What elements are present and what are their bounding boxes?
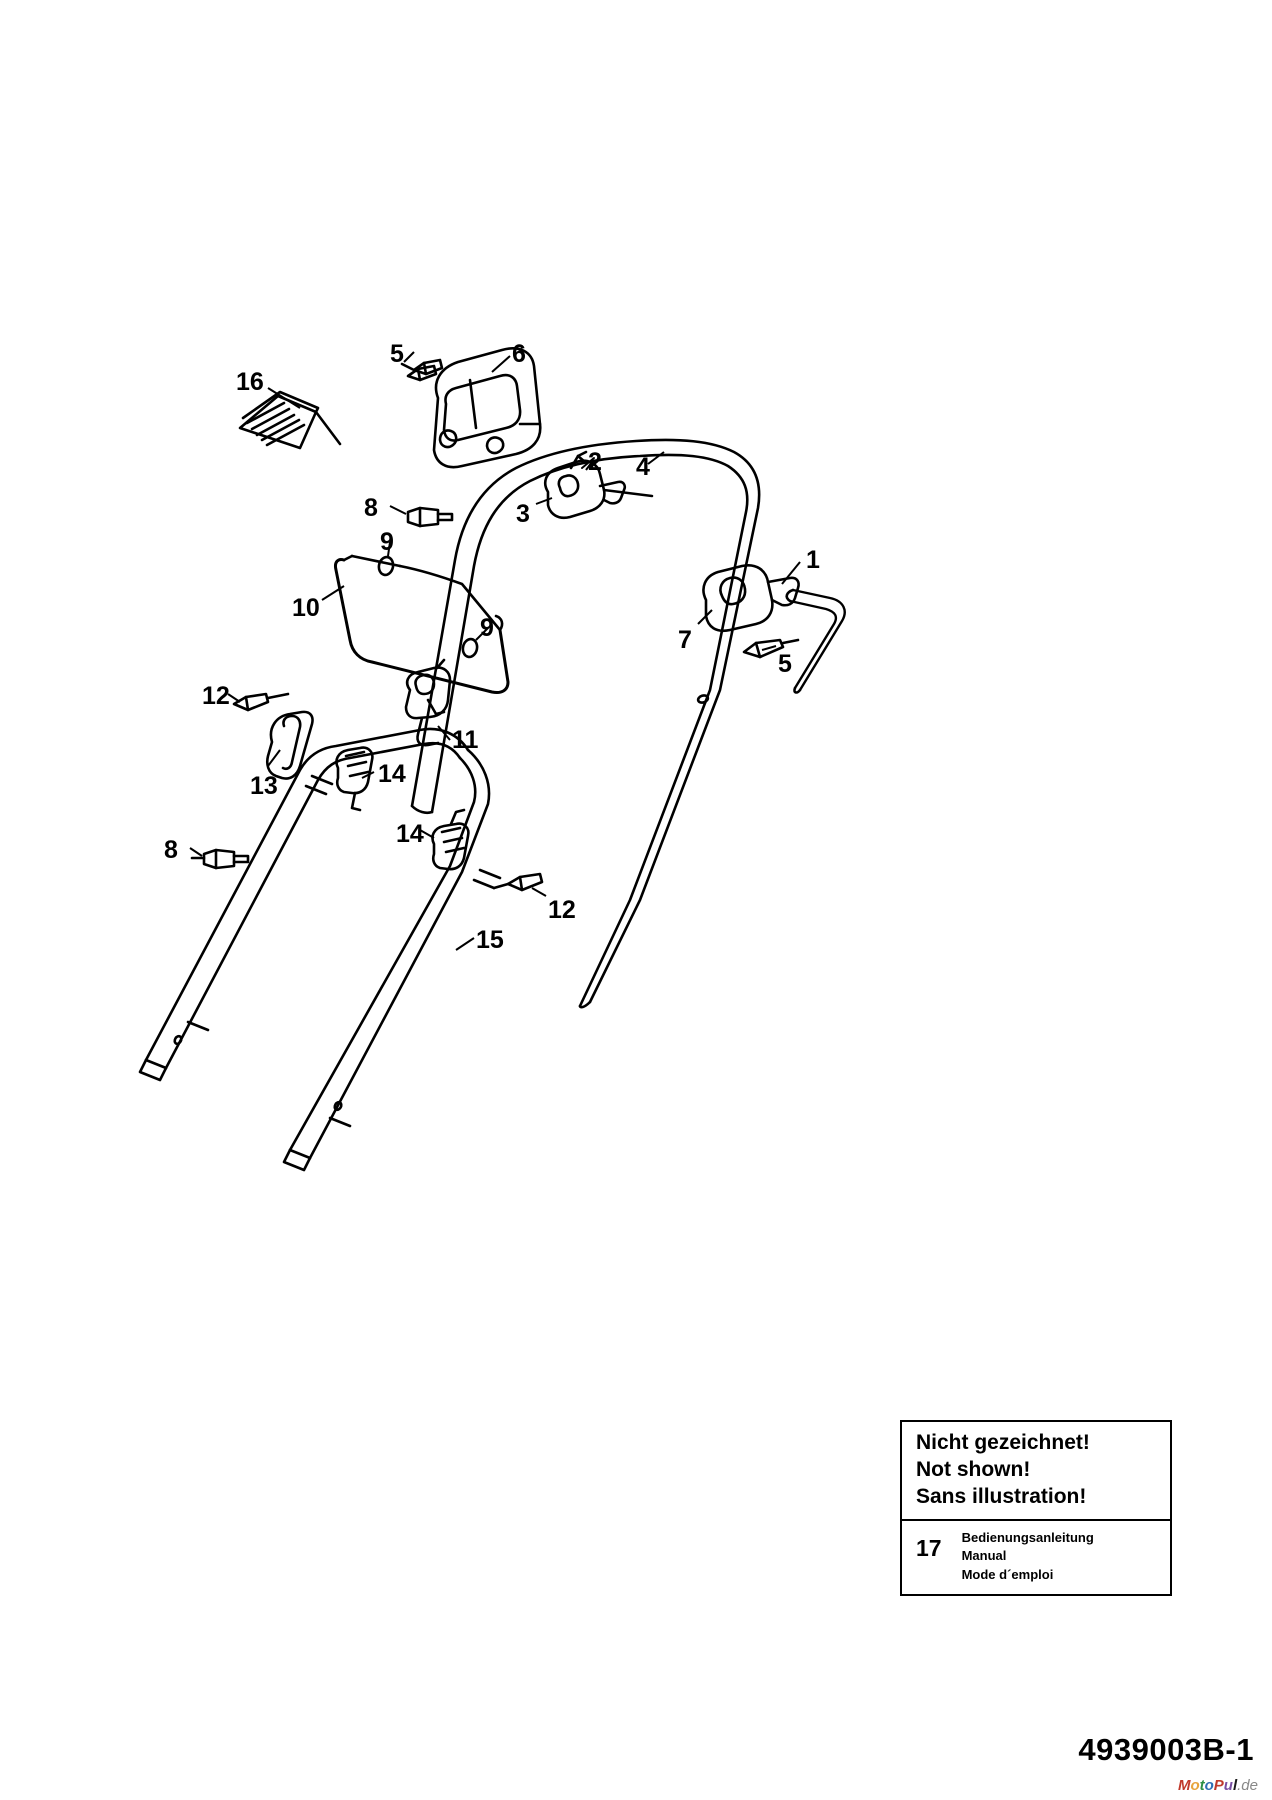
not-shown-desc-en: Manual (961, 1548, 1007, 1564)
not-shown-item-number: 17 (916, 1534, 942, 1561)
callout-1: 1 (806, 546, 820, 574)
callout-5-right: 5 (778, 650, 792, 678)
callout-13: 13 (250, 772, 278, 800)
callout-5-top: 5 (390, 340, 404, 368)
not-shown-heading (902, 1422, 1170, 1519)
callout-14-lower: 14 (396, 820, 424, 848)
callout-8-lower: 8 (164, 836, 178, 864)
drawing-number: 4939003B-1 (1078, 1732, 1254, 1767)
not-shown-desc-de: Bedienungsanleitung (961, 1529, 1094, 1545)
callout-11: 11 (452, 726, 479, 754)
callout-14-upper: 14 (378, 760, 406, 788)
callout-10: 10 (292, 594, 320, 622)
callout-2: 2 (588, 448, 602, 476)
callout-8-upper: 8 (364, 494, 378, 522)
callout-3: 3 (516, 500, 530, 528)
not-shown-desc-fr: Mode d´emploi (961, 1566, 1054, 1582)
watermark: MotoPul.de (1177, 1777, 1258, 1794)
callout-15: 15 (476, 926, 504, 954)
not-shown-descriptions (962, 1529, 1094, 1584)
callout-9-upper: 9 (380, 528, 394, 556)
callout-7: 7 (678, 626, 692, 654)
callout-12-upper: 12 (202, 682, 230, 710)
not-shown-heading-en: Not shown! (916, 1457, 1031, 1481)
callout-16: 16 (236, 368, 264, 396)
callout-4: 4 (636, 453, 650, 481)
not-shown-heading-de: Nicht gezeichnet! (916, 1431, 1090, 1454)
not-shown-box (900, 1420, 1172, 1596)
callout-12-lower: 12 (548, 896, 576, 924)
not-shown-heading-fr: Sans illustration! (916, 1484, 1087, 1508)
callout-6: 6 (512, 340, 526, 368)
callout-9-lower: 9 (480, 614, 494, 642)
